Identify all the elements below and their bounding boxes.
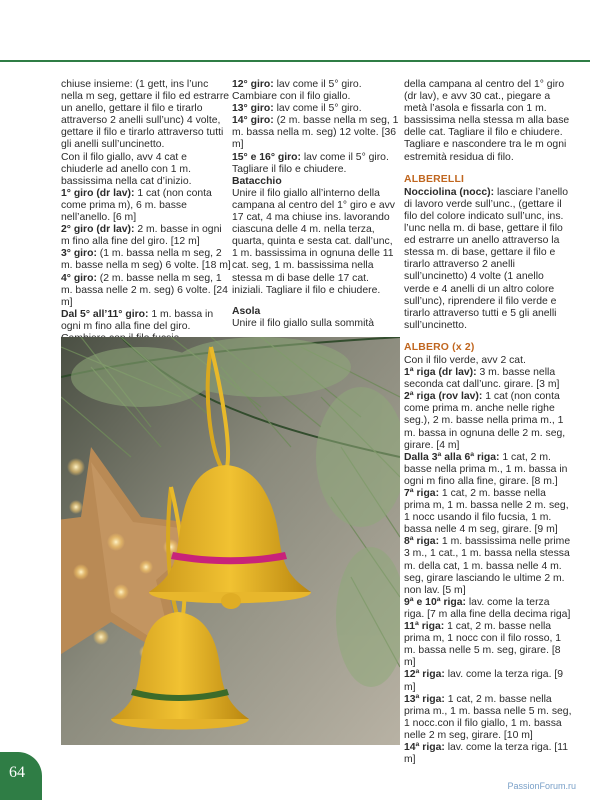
instruction-paragraph — [61, 273, 231, 309]
page-number: 64 — [9, 764, 25, 781]
step-text: lasciare l’anello di lavoro verde sull’unc., (gettare il filo del colore indicato sull’unc, ins. l’unc nella m. di base, gettare il filo ed estrarre un anello attraverso la stessa m. di base, gettare il filo e tirarlo attraverso 2 anelli sull’uncinetto) 4 volte (1 anello verde e 4 anelli di un altro colore sull’unc), riprendere il filo verde e tirarlo attraverso tutti e 5 gli anelli sull’uncinetto. — [404, 186, 568, 331]
instruction-paragraph — [404, 742, 572, 766]
text-column-3 — [404, 79, 572, 766]
instruction-paragraph — [404, 488, 572, 536]
step-text: Unire il filo giallo all’interno della campana al centro del 1° giro e avv 17 cat, 4 ma chiuse ins. lavorando ciascuna delle 4 m. nella terza, quarta, quinta e sesta cat. dall’unc, 1 m. bassissima in ognuna delle 11 cat. seg, 1 m. bassissima nella stessa m di base delle 17 cat. iniziali. Tagliare il filo e chiudere. — [232, 187, 395, 296]
instruction-paragraph — [404, 355, 572, 367]
step-text: 3 m. basse nella seconda cat dall’unc. girare. [3 m] — [404, 367, 560, 391]
step-label: 4° giro: — [61, 272, 97, 284]
instruction-paragraph — [232, 152, 400, 176]
instruction-paragraph — [232, 103, 400, 115]
instruction-paragraph — [61, 248, 231, 272]
step-text: 1 cat, 2 m. basse nella prima m, 1 m. bassa nelle 2 m. seg, 1 nocc usando il filo fucsia, 1 m. bassa nelle 4 m seg, girare. [9 m] — [404, 488, 569, 536]
step-text: 1 cat (non conta come prima m), 6 m. basse nell’anello. [6 m] — [61, 187, 212, 224]
instruction-paragraph — [61, 224, 231, 248]
step-text: 1 cat (non conta come prima m. anche nelle righe seg.), 2 m. basse nella prima m., 1 m. bassa in ognuna delle 2 m. seg, girare. [4 m] — [404, 391, 566, 451]
step-label: 2° giro (dr lav): — [61, 224, 135, 236]
instruction-paragraph — [404, 452, 572, 488]
step-text: lav. come la terza riga. [11 m] — [404, 741, 569, 766]
instruction-paragraph — [61, 152, 231, 188]
step-label: 11ª riga: — [404, 621, 445, 633]
step-label: 7ª riga: — [404, 488, 440, 499]
step-label: Dalla 3ª alla 6ª riga: — [404, 451, 500, 463]
step-text: lav. come la terza riga. [7 m alla fine della decima riga] — [404, 596, 571, 620]
instruction-paragraph — [404, 597, 572, 621]
step-label: 3° giro: — [61, 248, 97, 260]
step-label: 13ª riga: — [404, 693, 445, 705]
step-text: 1 m. bassa in ogni m fino alla fine del giro. — [61, 308, 214, 332]
step-text: (2 m. basse nella m seg, 1 m. bassa nella m. seg) 12 volte. [36 m] — [232, 115, 399, 151]
step-text: 1 cat, 2 m. basse nella prima m., 1 m. bassa in ogni m fino alla fine, girare. [8 m.] — [404, 451, 568, 487]
step-label: Nocciolina (nocc): — [404, 186, 495, 198]
crochet-bells-photo — [61, 337, 400, 745]
step-label: 2ª riga (rov lav): — [404, 391, 483, 403]
instruction-paragraph — [232, 115, 400, 151]
instruction-paragraph — [404, 79, 572, 139]
top-band — [0, 0, 590, 62]
section-heading: ALBERO (x 2) — [404, 341, 475, 353]
text-column-2 — [232, 79, 400, 330]
instruction-paragraph — [404, 621, 572, 669]
text-column-1 — [61, 79, 231, 345]
step-text: (2 m. basse nella m seg, 1 m. bassa nelle 2 m. seg) 6 volte. [24 m] — [61, 272, 228, 308]
step-text: Tagliare e nascondere tra le m ogni estremità residua di filo. — [404, 139, 567, 163]
instruction-paragraph — [61, 79, 231, 152]
instruction-paragraph — [404, 536, 572, 596]
step-label: Dal 5° all’11° giro: — [61, 308, 149, 320]
instruction-paragraph — [404, 694, 572, 742]
instruction-paragraph — [61, 188, 231, 224]
instruction-paragraph — [404, 669, 572, 693]
step-text: della campana al centro del 1° giro (dr lav), e avv 30 cat., piegare a metà l’asola e fissarla con 1 m. bassissima nella stessa m alla base delle cat. Tagliare il filo e chiudere. — [404, 79, 570, 139]
instruction-paragraph — [232, 318, 400, 330]
instruction-paragraph — [404, 139, 572, 163]
step-text: Con il filo giallo, avv 4 cat e chiuderle ad anello con 1 m. bassissima nella cat d’inizio. — [61, 151, 192, 187]
step-text: lav come il 5° giro. Tagliare il filo e chiudere. — [232, 151, 389, 175]
instruction-paragraph — [404, 367, 572, 391]
step-label: 1ª riga (dr lav): — [404, 367, 477, 379]
step-label: 15° e 16° giro: — [232, 151, 301, 163]
subsection-heading: Batacchio — [232, 175, 282, 187]
step-label: 8ª riga: — [404, 536, 440, 548]
step-label: 12ª riga: — [404, 669, 445, 681]
section-heading: ALBERELLI — [404, 173, 465, 185]
step-label: 13° giro: — [232, 103, 274, 115]
step-label: 12° giro: — [232, 79, 274, 90]
step-text: lav come il 5° giro. Cambiare con il filo giallo. — [232, 79, 362, 103]
step-text: Con il filo verde, avv 2 cat. — [404, 354, 526, 366]
top-rule — [0, 60, 590, 62]
step-label: 9ª e 10ª riga: — [404, 596, 466, 608]
instruction-paragraph — [404, 187, 572, 332]
instruction-paragraph — [404, 391, 572, 451]
subsection-heading: Asola — [232, 305, 261, 317]
step-text: 1 m. bassissima nelle prime 3 m., 1 cat., 1 m. bassa nella stessa m. della cat, 1 m. bassa nelle 4 m. seg, girare lasciando le ultime 2 m. non lav. [5 m] — [404, 536, 571, 596]
instruction-paragraph — [232, 79, 400, 103]
step-label: 14° giro: — [232, 115, 274, 127]
step-text: lav. come la terza riga. [9 m] — [404, 669, 564, 693]
step-text: chiuse insieme: (1 gett, ins l’unc nella m seg, gettare il filo ed estrarre un anello, gettare il filo e tirarlo attraverso 2 anelli sull’unc) 4 volte, gettare il filo e tirarlo attraverso tutti gli anelli sull’uncinetto. — [61, 79, 230, 151]
step-text: (1 m. bassa nella m seg, 2 m. basse nella m seg) 6 volte. [18 m] — [61, 248, 231, 272]
footer-watermark: PassionForum.ru — [507, 781, 576, 791]
step-text: lav come il 5° giro. — [273, 103, 362, 115]
step-text: 1 cat, 2 m. basse nella prima m., 1 m. bassa nelle 5 m. seg, 1 nocc.con il filo giallo, 1 m. bassa nelle 2 m seg, girare. [10 m] — [404, 693, 572, 741]
step-text: Unire il filo giallo sulla sommità — [232, 317, 375, 329]
step-text: 2 m. basse in ogni m fino alla fine del giro. [12 m] — [61, 224, 222, 248]
step-text: 1 cat, 2 m. basse nella prima m, 1 nocc con il filo rosso, 1 m. bassa nelle 5 m. seg, girare. [8 m] — [404, 621, 562, 669]
step-label: 14ª riga: — [404, 741, 445, 753]
step-label: 1° giro (dr lav): — [61, 187, 135, 199]
instruction-paragraph — [232, 188, 400, 297]
